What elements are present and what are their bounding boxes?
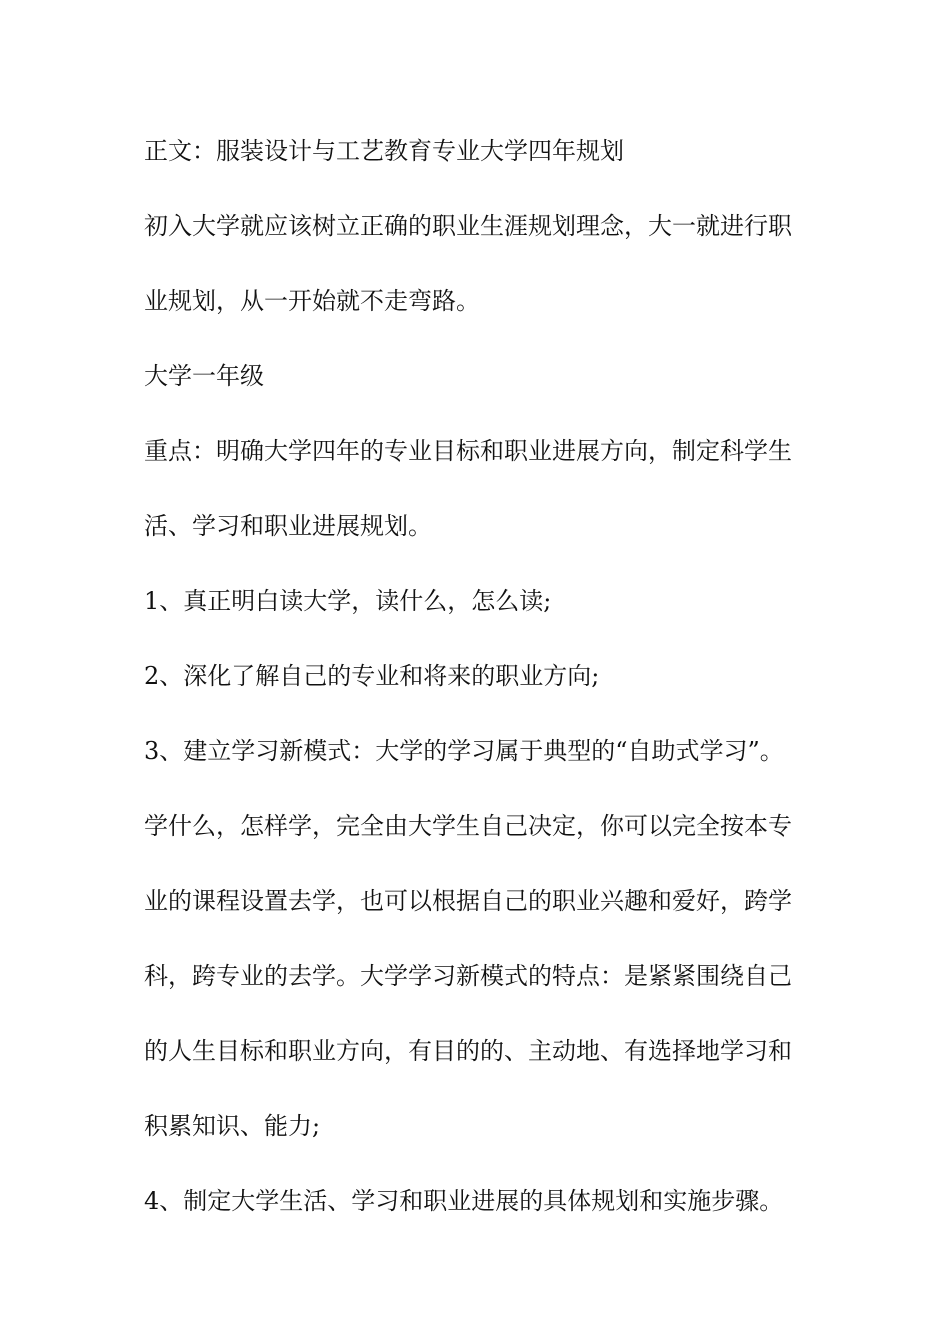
list-item: 4、制定大学生活、学习和职业进展的具体规划和实施步骤。 [144, 1187, 784, 1215]
paragraph-line: 初入大学就应该树立正确的职业生涯规划理念，大一就进行职 [144, 212, 792, 240]
paragraph-line: 业规划，从一开始就不走弯路。 [144, 287, 480, 315]
list-item: 1、真正明白读大学，读什么，怎么读; [144, 587, 552, 615]
paragraph-line: 的人生目标和职业方向，有目的的、主动地、有选择地学习和 [144, 1037, 792, 1065]
document-title: 正文：服装设计与工艺教育专业大学四年规划 [144, 137, 624, 165]
paragraph-line: 活、学习和职业进展规划。 [144, 512, 432, 540]
paragraph-line: 积累知识、能力; [144, 1112, 321, 1140]
paragraph-line: 重点：明确大学四年的专业目标和职业进展方向，制定科学生 [144, 437, 792, 465]
list-item: 3、建立学习新模式：大学的学习属于典型的“自助式学习”。 [144, 737, 784, 765]
paragraph-line: 学什么，怎样学，完全由大学生自己决定，你可以完全按本专 [144, 812, 792, 840]
paragraph-line: 业的课程设置去学，也可以根据自己的职业兴趣和爱好，跨学 [144, 887, 792, 915]
list-item: 2、深化了解自己的专业和将来的职业方向; [144, 662, 600, 690]
section-heading: 大学一年级 [144, 362, 264, 390]
paragraph-line: 科，跨专业的去学。大学学习新模式的特点：是紧紧围绕自己 [144, 962, 792, 990]
